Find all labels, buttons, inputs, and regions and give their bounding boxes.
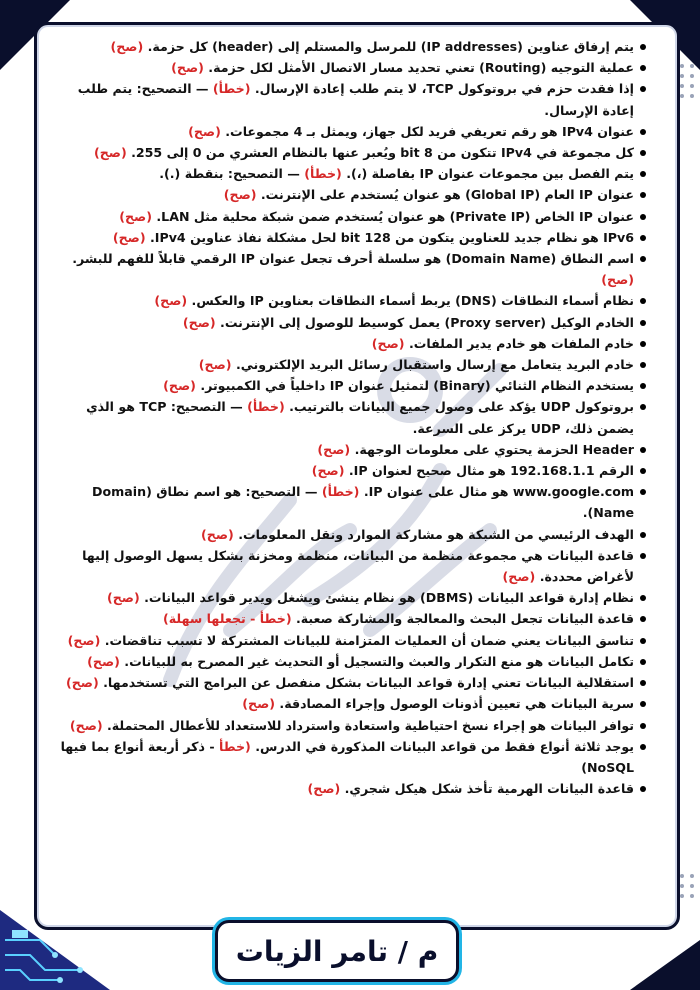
statement-item xyxy=(46,651,648,672)
true-mark: (صح) xyxy=(163,378,196,394)
statement-text: عملية التوجيه (Routing) تعني تحديد مسار الاتصال الأمثل لكل حزمة. xyxy=(208,60,634,76)
true-mark: (صح) xyxy=(371,335,405,351)
statement-item xyxy=(46,248,648,290)
statement-item xyxy=(46,396,648,438)
statement-text: استقلالية البيانات تعني إدارة قواعد البيانات بشكل منفصل عن البرامج التي تستخدمها. xyxy=(103,675,634,691)
correction-text: — التصحيح: يتم طلب إعادة الإرسال. xyxy=(77,81,634,118)
statement-item xyxy=(46,333,648,354)
true-mark: (صح) xyxy=(171,60,204,76)
statement-item xyxy=(46,587,648,608)
statement-text: الخادم الوكيل (Proxy server) يعمل كوسيط للوصول إلى الإنترنت. xyxy=(220,314,634,330)
statement-text: اسم النطاق (Domain Name) هو سلسلة أحرف تجعل عنوان IP الرقمي قابلاً للفهم للبشر. xyxy=(72,251,634,267)
true-mark: (صح) xyxy=(502,569,536,585)
statement-text: IPv6 هو نظام جديد للعناوين يتكون من 128 bit لحل مشكلة نفاذ عناوين IPv4. xyxy=(150,229,634,245)
statement-text: تناسق البيانات يعني ضمان أن العمليات المتزامنة للبيانات المشتركة لا تسبب تناقضات. xyxy=(104,632,634,648)
statement-item xyxy=(46,439,648,460)
circuit-board-decoration xyxy=(0,900,120,990)
true-mark: (صح) xyxy=(201,526,234,542)
true-mark: (صح) xyxy=(307,781,341,797)
statement-text: قاعدة البيانات هي مجموعة منظمة من البيانات، منظمة ومخزنة بشكل يسهل الوصول إليها لأغراض محددة. xyxy=(82,547,634,585)
statement-item xyxy=(46,545,648,587)
statement-item xyxy=(46,142,648,163)
statement-text: الرقم 192.168.1.1 هو مثال صحيح لعنوان IP. xyxy=(348,463,634,479)
statement-text: سرية البيانات هي تعيين أذونات الوصول وإجراء المصادقة. xyxy=(279,696,634,712)
correction-text: — التصحيح: بنقطة (.). xyxy=(159,166,300,182)
statement-text: يتم الفصل بين مجموعات عنوان IP بفاصلة (،). xyxy=(346,166,634,182)
statement-text: كل مجموعة في IPv4 تتكون من 8 bit ويُعبر عنها بالنظام العشري من 0 إلى 255. xyxy=(131,145,634,161)
statement-item xyxy=(46,778,648,799)
true-mark: (صح) xyxy=(67,632,101,648)
false-mark: (خطأ) xyxy=(304,166,342,182)
statement-item xyxy=(46,672,648,693)
true-mark: (صح) xyxy=(311,463,345,479)
true-mark: (صح) xyxy=(106,590,140,606)
false-mark: (خطأ) xyxy=(247,399,285,415)
statement-text: يتم إرفاق عناوين (IP addresses) للمرسل والمستلم إلى (header) كل حزمة. xyxy=(147,39,634,54)
statement-item xyxy=(46,78,648,120)
true-mark: (صح) xyxy=(112,229,146,245)
true-mark: (صح) xyxy=(87,653,120,669)
false-mark: (خطأ) xyxy=(321,484,360,500)
statement-text: تكامل البيانات هو منع التكرار والعبث والتسجيل أو التحديث غير المصرح به للبيانات. xyxy=(124,653,634,669)
statement-item xyxy=(46,524,648,545)
statement-item xyxy=(46,312,648,333)
statement-item xyxy=(46,121,648,142)
statement-text: قاعدة البيانات الهرمية تأخذ شكل هيكل شجري. xyxy=(344,781,634,797)
true-mark: (صح) xyxy=(198,357,232,373)
statement-text: يوجد ثلاثة أنواع فقط من قواعد البيانات المذكورة في الدرس. xyxy=(255,738,634,754)
statement-item xyxy=(46,184,648,205)
statement-item xyxy=(46,608,648,629)
statement-item xyxy=(46,715,648,736)
true-mark: (صح) xyxy=(119,208,152,224)
statement-item xyxy=(46,36,648,57)
statement-item xyxy=(46,481,648,523)
statement-text: Header الحزمة يحتوي على معلومات الوجهة. xyxy=(354,441,634,457)
true-mark: (صح) xyxy=(110,39,144,54)
statement-text: نظام أسماء النطاقات (DNS) يربط أسماء النطاقات بعناوين IP والعكس. xyxy=(191,293,634,309)
statement-text: خادم الملفات هو خادم يدير الملفات. xyxy=(408,335,634,351)
statement-item xyxy=(46,354,648,375)
true-mark: (صح) xyxy=(601,272,634,288)
statement-item xyxy=(46,163,648,184)
true-mark: (صح) xyxy=(65,675,99,691)
statement-item xyxy=(46,736,648,778)
true-mark: (صح) xyxy=(182,314,216,330)
statement-item xyxy=(46,630,648,651)
correction-text: — التصحيح: هو اسم نطاق (Domain Name). xyxy=(92,484,634,521)
true-mark: (صح) xyxy=(154,293,188,309)
statement-text: عنوان IPv4 هو رقم تعريفي فريد لكل جهاز، ويمثل بـ 4 مجموعات. xyxy=(225,123,634,139)
statement-text: يستخدم النظام الثنائي (Binary) لتمثيل عنوان IP داخلياً في الكمبيوتر. xyxy=(200,378,634,394)
false-mark: (خطأ) xyxy=(212,81,251,97)
true-mark: (صح) xyxy=(223,187,257,203)
statement-text: نظام إدارة قواعد البيانات (DBMS) هو نظام ينشئ ويشغل ويدير قواعد البيانات. xyxy=(144,590,634,606)
statements-list xyxy=(46,36,648,799)
true-mark: (صح) xyxy=(93,145,127,161)
statement-text: توافر البيانات هو إجراء نسخ احتياطية واستعادة واسترداد للاستعداد للأعطال المحتملة. xyxy=(107,717,634,733)
statement-text: الهدف الرئيسي من الشبكة هو مشاركة الموارد ونقل المعلومات. xyxy=(238,526,634,542)
bottom-right-corner-decoration xyxy=(620,940,700,990)
true-mark: (صح) xyxy=(242,696,276,712)
true-mark: (صح) xyxy=(188,123,221,139)
statement-item xyxy=(46,693,648,714)
correction-text: — التصحيح: TCP هو الذي يضمن ذلك، UDP يركز على السرعة. xyxy=(86,399,634,436)
statement-text: عنوان IP الخاص (Private IP) هو عنوان يُستخدم ضمن شبكة محلية مثل LAN. xyxy=(156,208,634,224)
statement-item xyxy=(46,57,648,78)
correction-text: - ذكر أربعة أنواع بما فيها NoSQL) xyxy=(60,738,634,775)
author-name: م / تامر الزيات xyxy=(235,934,439,968)
true-mark: (صح) xyxy=(317,441,351,457)
statement-item xyxy=(46,460,648,481)
statement-item xyxy=(46,206,648,227)
statement-text: إذا فقدت حزم في بروتوكول TCP، لا يتم طلب إعادة الإرسال. xyxy=(254,81,634,97)
statement-item xyxy=(46,290,648,311)
author-name-badge xyxy=(215,920,459,982)
statement-text: www.google.com هو مثال على عنوان IP. xyxy=(363,484,634,500)
false-mark: (خطأ - تجعلها سهلة) xyxy=(163,611,292,627)
statement-item xyxy=(46,227,648,248)
statement-text: عنوان IP العام (Global IP) هو عنوان يُستخدم على الإنترنت. xyxy=(260,187,634,203)
statement-item xyxy=(46,375,648,396)
statement-text: بروتوكول UDP يؤكد على وصول جميع البيانات بالترتيب. xyxy=(289,399,634,415)
true-mark: (صح) xyxy=(69,717,103,733)
statement-text: خادم البريد يتعامل مع إرسال واستقبال رسائل البريد الإلكتروني. xyxy=(235,357,634,373)
statement-text: قاعدة البيانات تجعل البحث والمعالجة والمشاركة صعبة. xyxy=(295,611,634,627)
false-mark: (خطأ xyxy=(218,738,251,754)
